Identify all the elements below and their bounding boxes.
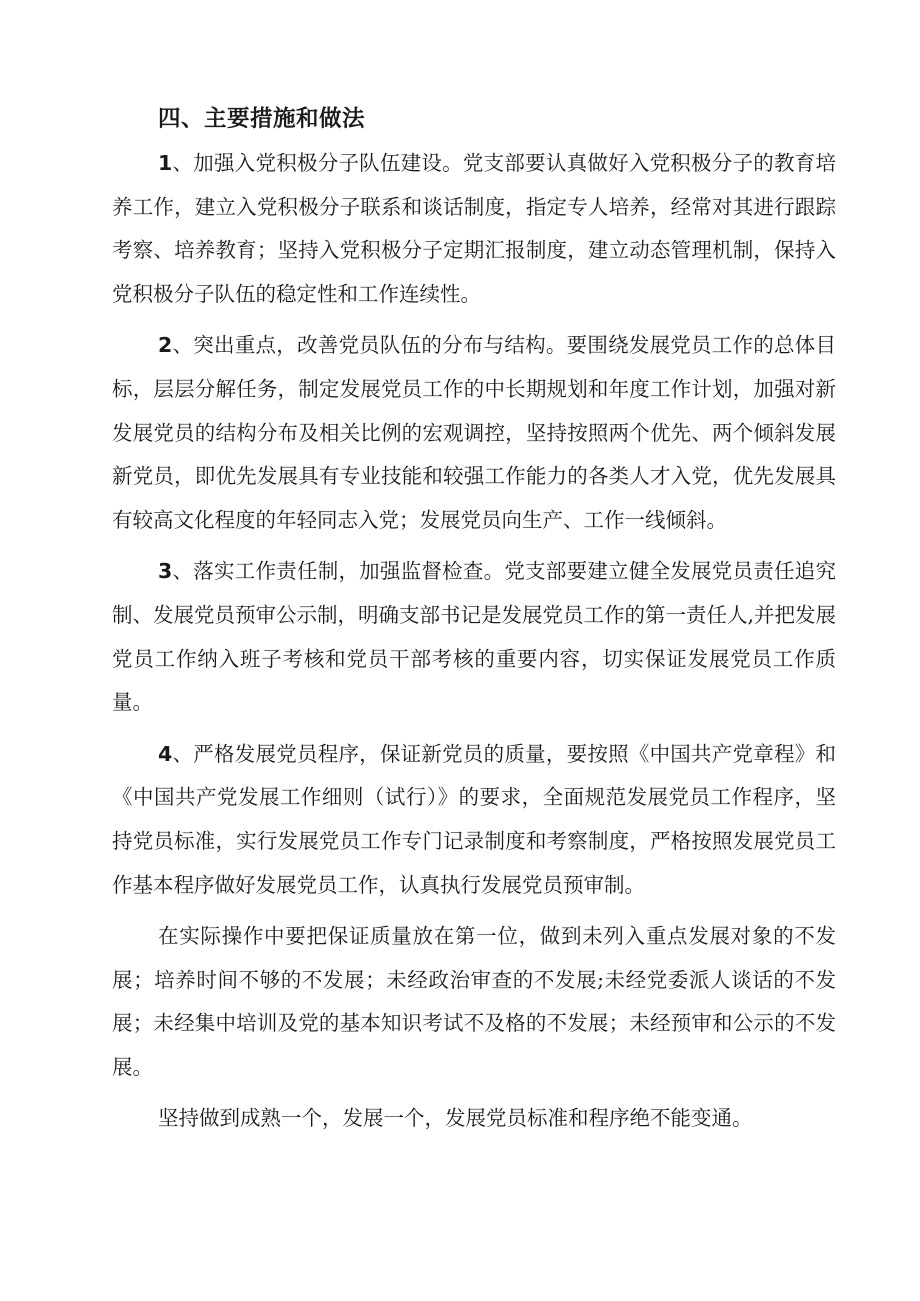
section-heading: 四、主要措施和做法 — [158, 106, 366, 132]
document-page — [112, 98, 836, 1149]
paragraph-6 — [112, 1097, 836, 1141]
paragraph-1 — [112, 142, 836, 316]
paragraph-5 — [112, 915, 836, 1089]
paragraph-text: 、严格发展党员程序，保证新党员的质量，要按照《中国共产党章程》和《中国共产党发展工作细则（试行）》的要求，全面规范发展党员工作程序，坚持党员标准，实行发展党员工作专门记录制度和考察制度，严格按照发展党员工作基本程序做好发展党员工作，认真执行发展党员预审制。 — [112, 741, 836, 897]
paragraph-text: 坚持做到成熟一个，发展一个，发展党员标准和程序绝不能变通。 — [158, 1106, 753, 1131]
paragraph-text: 、加强入党积极分子队伍建设。党支部要认真做好入党积极分子的教育培养工作，建立入党积极分子联系和谈话制度，指定专人培养，经常对其进行跟踪考察、培养教育；坚持入党积极分子定期汇报制度，建立动态管理机制，保持入党积极分子队伍的稳定性和工作连续性。 — [112, 151, 836, 306]
paragraph-3 — [112, 550, 836, 724]
paragraph-number: 2 — [158, 333, 173, 358]
paragraph-text: 、落实工作责任制，加强监督检查。党支部要建立健全发展党员责任追究制、发展党员预审公示制，明确支部书记是发展党员工作的第一责任人,并把发展党员工作纳入班子考核和党员干部考核的重要内容，切实保证发展党员工作质量。 — [112, 559, 837, 715]
paragraph-text: 、突出重点，改善党员队伍的分布与结构。要围绕发展党员工作的总体目标，层层分解任务，制定发展党员工作的中长期规划和年度工作计划，加强对新发展党员的结构分布及相关比例的宏观调控，坚持按照两个优先、两个倾斜发展新党员，即优先发展具有专业技能和较强工作能力的各类人才入党，优先发展具有较高文化程度的年轻同志入党；发展党员向生产、工作一线倾斜。 — [112, 333, 836, 532]
paragraph-number: 1 — [158, 151, 173, 175]
paragraph-2 — [112, 324, 836, 542]
paragraph-number: 3 — [158, 559, 173, 584]
paragraph-number: 4 — [158, 741, 173, 766]
paragraph-text: 在实际操作中要把保证质量放在第一位，做到未列入重点发展对象的不发展；培养时间不够的不发展；未经政治审查的不发展;未经党委派人谈话的不发展；未经集中培训及党的基本知识考试不及格的不发展；未经预审和公示的不发展。 — [112, 924, 836, 1079]
paragraph-4 — [112, 733, 836, 907]
